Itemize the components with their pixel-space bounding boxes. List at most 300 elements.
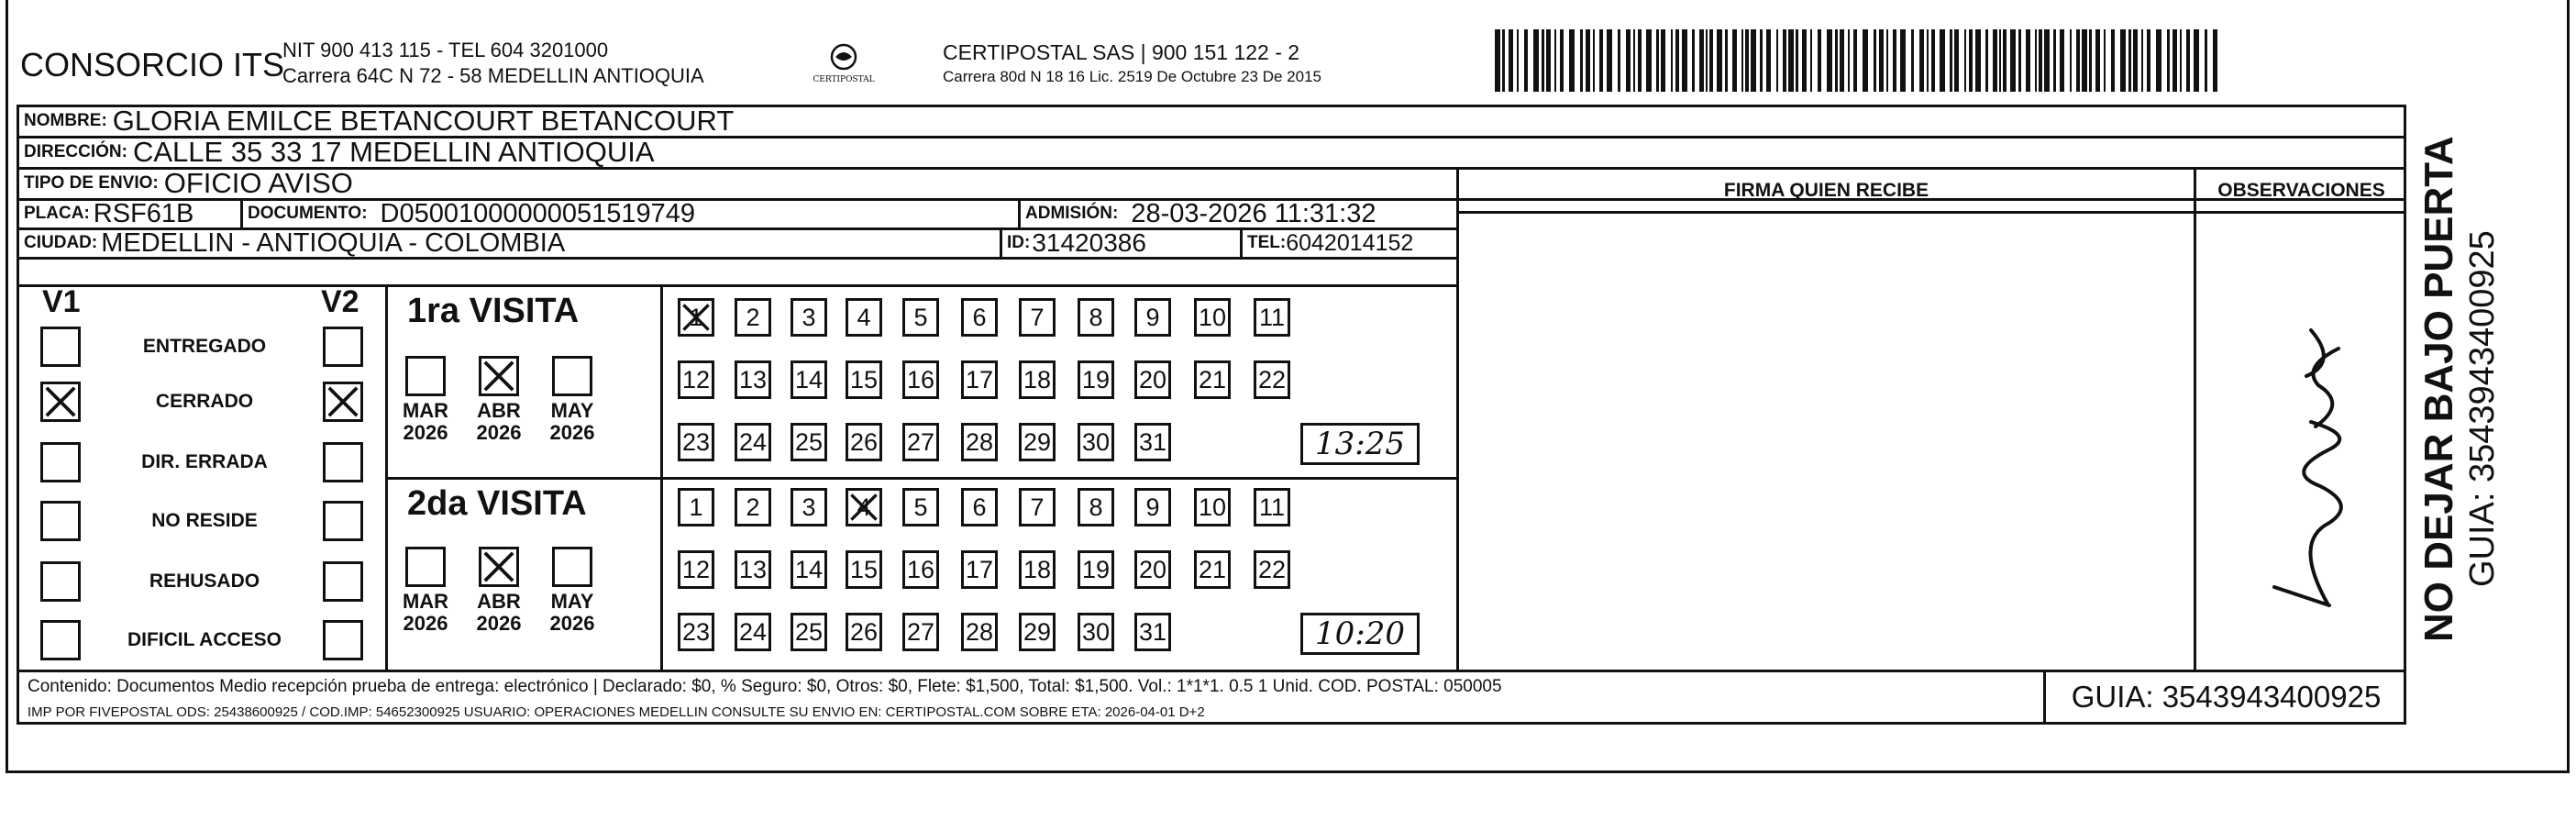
- barcode-bar: [1699, 29, 1704, 92]
- month-checkbox[interactable]: [405, 356, 446, 396]
- barcode-bar: [1950, 29, 1952, 92]
- day-box[interactable]: [1194, 550, 1231, 589]
- day-label: 12: [681, 555, 711, 583]
- day-label: 26: [849, 427, 879, 456]
- day-label: 14: [794, 555, 824, 583]
- day-box[interactable]: [735, 488, 771, 526]
- barcode-bar: [2167, 29, 2170, 92]
- barcode-bar: [2128, 29, 2131, 92]
- day-label: 12: [681, 365, 711, 393]
- day-box[interactable]: [846, 550, 882, 589]
- day-label: 19: [1081, 555, 1111, 583]
- company-address: Carrera 64C N 72 - 58 MEDELLIN ANTIOQUIA: [282, 64, 704, 87]
- day-box[interactable]: [678, 613, 714, 651]
- visit2-time: [1300, 613, 1420, 655]
- barcode-bar: [1745, 29, 1749, 92]
- day-box[interactable]: [902, 298, 939, 337]
- day-box[interactable]: [678, 360, 714, 399]
- month-label: ABR 2026: [476, 399, 522, 444]
- x-mark-icon: [680, 301, 712, 334]
- visit2-time-text: 10:20: [1315, 615, 1405, 652]
- barcode-bar: [1638, 29, 1642, 92]
- day-box[interactable]: [1019, 488, 1056, 526]
- day-label: 13: [738, 555, 768, 583]
- x-mark-icon: [848, 491, 879, 524]
- day-box[interactable]: [678, 488, 714, 526]
- id-cell: [1007, 229, 1146, 257]
- barcode-bar: [2044, 29, 2050, 92]
- day-label: 8: [1089, 493, 1103, 521]
- tipo-value: OFICIO AVISO: [163, 167, 353, 199]
- day-box[interactable]: [1194, 488, 1231, 526]
- barcode-bar: [1502, 29, 1505, 92]
- day-box[interactable]: [735, 360, 771, 399]
- day-box[interactable]: [846, 423, 882, 461]
- day-label: 31: [1138, 427, 1167, 456]
- day-box[interactable]: [1019, 550, 1056, 589]
- visit1-title: 1ra VISITA: [407, 292, 580, 330]
- tel-label: TEL:: [1247, 233, 1287, 252]
- barcode-bar: [1692, 29, 1695, 92]
- placa-value: RSF61B: [93, 198, 194, 228]
- visit1-time: [1300, 423, 1420, 465]
- day-box[interactable]: [1019, 360, 1056, 399]
- day-label: 13: [738, 365, 768, 393]
- day-box[interactable]: [961, 423, 998, 461]
- v2-checkbox[interactable]: [323, 327, 363, 367]
- day-label: 7: [1030, 493, 1045, 521]
- observaciones-header: OBSERVACIONES: [2217, 180, 2385, 201]
- day-label: 27: [906, 427, 935, 456]
- barcode-bar: [1509, 29, 1513, 92]
- barcode-bar: [2147, 29, 2150, 92]
- status-label: CERRADO: [155, 391, 254, 412]
- x-mark-icon: [326, 384, 360, 419]
- day-box[interactable]: [902, 613, 939, 651]
- barcode-bar: [1879, 29, 1884, 92]
- barcode-bar: [1751, 29, 1756, 92]
- day-box[interactable]: [735, 423, 771, 461]
- day-box[interactable]: [1134, 423, 1171, 461]
- barcode-bar: [2186, 29, 2190, 92]
- admision-cell: [1025, 200, 1376, 227]
- status-label: DIR. ERRADA: [141, 451, 268, 472]
- day-label: 8: [1089, 303, 1103, 331]
- admision-value: 28-03-2026 11:31:32: [1131, 198, 1376, 228]
- barcode-bar: [1495, 29, 1500, 92]
- day-box[interactable]: [790, 488, 827, 526]
- documento-cell: [248, 200, 695, 227]
- footer-contenido: Contenido: Documentos Medio recepción prueba de entrega: electrónico | Declarado: $0, % Seguro: $0, Otros: $0, Flete: $1,500, Total: $1,500. Vol.: 1*1*1. 0.5 1 Unid. COD. POSTAL: 050005: [28, 677, 1502, 696]
- day-label: 30: [1081, 617, 1111, 646]
- day-label: 6: [972, 493, 987, 521]
- barcode-bar: [1656, 29, 1659, 92]
- v1-checkbox[interactable]: [40, 501, 81, 541]
- day-box[interactable]: [961, 613, 998, 651]
- day-box[interactable]: [790, 360, 827, 399]
- day-label: 30: [1081, 427, 1111, 456]
- barcode-bar: [2082, 29, 2087, 92]
- day-label: 28: [965, 427, 994, 456]
- day-box[interactable]: [1019, 613, 1056, 651]
- day-label: 24: [738, 617, 768, 646]
- barcode-bar: [1607, 29, 1612, 92]
- day-label: 20: [1138, 555, 1167, 583]
- day-box[interactable]: [1134, 550, 1171, 589]
- id-label: ID:: [1007, 233, 1031, 252]
- visit1-time-text: 13:25: [1315, 426, 1405, 462]
- barcode-bar: [1964, 29, 1966, 92]
- day-label: 22: [1257, 555, 1287, 583]
- month-checkbox[interactable]: [552, 356, 592, 396]
- day-label: 11: [1258, 493, 1286, 521]
- barcode-bar: [2060, 29, 2064, 92]
- barcode-bar: [1827, 29, 1832, 92]
- barcode-bar: [1646, 29, 1652, 92]
- v2-checkbox[interactable]: [323, 501, 363, 541]
- month-label: MAY 2026: [549, 590, 595, 635]
- day-box[interactable]: [1078, 423, 1114, 461]
- v2-checkbox[interactable]: [323, 561, 363, 602]
- day-box[interactable]: [1194, 298, 1231, 337]
- barcode-bar: [2035, 29, 2037, 92]
- barcode-bar: [1874, 29, 1876, 92]
- v1-checkbox[interactable]: [40, 327, 81, 367]
- day-box[interactable]: [735, 550, 771, 589]
- day-label: 2: [746, 303, 760, 331]
- day-label: 26: [849, 617, 879, 646]
- status-label: ENTREGADO: [142, 336, 267, 357]
- day-label: 31: [1138, 617, 1167, 646]
- day-label: 4: [857, 493, 871, 521]
- barcode-bar: [1796, 29, 1798, 92]
- day-label: 16: [906, 555, 935, 583]
- day-label: 9: [1145, 493, 1160, 521]
- day-box[interactable]: [846, 488, 882, 526]
- month-label: MAR 2026: [402, 399, 449, 444]
- barcode-bar: [2039, 29, 2042, 92]
- footer-guia: GUIA: 3543943400925: [2071, 680, 2382, 714]
- day-label: 5: [913, 303, 928, 331]
- barcode-bar: [1940, 29, 1945, 92]
- direccion-value: CALLE 35 33 17 MEDELLIN ANTIOQUIA: [132, 136, 655, 168]
- v1-header: V1: [42, 284, 81, 319]
- admision-label: ADMISIÓN:: [1025, 204, 1119, 223]
- v2-checkbox[interactable]: [323, 382, 363, 422]
- barcode-bar: [1626, 29, 1631, 92]
- barcode-bar: [1999, 29, 2001, 92]
- barcode-bar: [2213, 29, 2217, 92]
- day-box[interactable]: [961, 360, 998, 399]
- day-box[interactable]: [1134, 613, 1171, 651]
- x-mark-icon: [43, 384, 78, 419]
- nombre-row: [24, 106, 734, 136]
- day-box[interactable]: [961, 298, 998, 337]
- barcode-bar: [1835, 29, 1838, 92]
- status-label: NO RESIDE: [151, 510, 258, 531]
- day-box[interactable]: [961, 488, 998, 526]
- day-box[interactable]: [902, 550, 939, 589]
- barcode-bar: [1661, 29, 1665, 92]
- v2-header: V2: [321, 284, 359, 319]
- logo-text: CERTIPOSTAL: [813, 75, 875, 84]
- day-label: 1: [689, 303, 703, 331]
- day-label: 15: [849, 365, 879, 393]
- day-label: 10: [1198, 303, 1227, 331]
- ciudad-value: MEDELLIN - ANTIOQUIA - COLOMBIA: [101, 227, 566, 258]
- status-label: REHUSADO: [149, 571, 260, 592]
- day-box[interactable]: [1254, 360, 1290, 399]
- nombre-label: NOMBRE:: [24, 111, 107, 130]
- barcode-bar: [1919, 29, 1924, 92]
- day-label: 23: [681, 427, 711, 456]
- ciudad-label: CIUDAD:: [24, 233, 98, 252]
- day-label: 21: [1198, 555, 1227, 583]
- barcode-bar: [2018, 29, 2021, 92]
- direccion-row: [24, 138, 655, 167]
- day-box[interactable]: [790, 613, 827, 651]
- barcode-bar: [2053, 29, 2056, 92]
- barcode-bar: [1893, 29, 1896, 92]
- day-label: 20: [1138, 365, 1167, 393]
- page-border: [6, 770, 2570, 773]
- v1-checkbox[interactable]: [40, 561, 81, 602]
- day-label: 17: [965, 365, 994, 393]
- day-box[interactable]: [1019, 298, 1056, 337]
- documento-value: D05001000000051519749: [380, 198, 696, 228]
- day-label: 10: [1198, 493, 1227, 521]
- barcode-bar: [2010, 29, 2016, 92]
- day-box[interactable]: [678, 423, 714, 461]
- barcode-bar: [1848, 29, 1850, 92]
- barcode-bar: [1554, 29, 1556, 92]
- barcode-bar: [2111, 29, 2115, 92]
- day-box[interactable]: [1194, 360, 1231, 399]
- day-label: 25: [794, 617, 824, 646]
- v1-checkbox[interactable]: [40, 442, 81, 482]
- day-label: 4: [857, 303, 871, 331]
- side-no-dejar: NO DEJAR BAJO PUERTA: [2416, 136, 2461, 642]
- day-box[interactable]: [790, 550, 827, 589]
- handwritten-signature: [2219, 312, 2375, 615]
- barcode-bar: [1927, 29, 1929, 92]
- barcode-bar: [1776, 29, 1778, 92]
- day-box[interactable]: [961, 550, 998, 589]
- barcode-bar: [1732, 29, 1737, 92]
- barcode-bar: [1709, 29, 1713, 92]
- day-label: 1: [689, 493, 703, 521]
- barcode-bar: [1969, 29, 1973, 92]
- day-label: 27: [906, 617, 935, 646]
- day-label: 21: [1198, 365, 1227, 393]
- day-label: 22: [1257, 365, 1287, 393]
- placa-label: PLACA:: [24, 204, 90, 223]
- day-box[interactable]: [902, 423, 939, 461]
- tel-cell: [1247, 229, 1413, 257]
- day-label: 29: [1023, 617, 1052, 646]
- barcode-bar: [2120, 29, 2126, 92]
- barcode-bar: [2003, 29, 2007, 92]
- day-box[interactable]: [735, 298, 771, 337]
- day-box[interactable]: [1078, 298, 1114, 337]
- barcode-bar: [1671, 29, 1673, 92]
- barcode-bar: [1931, 29, 1935, 92]
- day-box[interactable]: [1078, 488, 1114, 526]
- day-box[interactable]: [1134, 488, 1171, 526]
- day-box[interactable]: [790, 298, 827, 337]
- day-label: 23: [681, 617, 711, 646]
- barcode-bar: [1840, 29, 1844, 92]
- barcode-bar: [1542, 29, 1544, 92]
- barcode-bar: [1717, 29, 1722, 92]
- barcode-bar: [1524, 29, 1528, 92]
- day-label: 16: [906, 365, 935, 393]
- barcode-bar: [2076, 29, 2080, 92]
- day-label: 9: [1145, 303, 1160, 331]
- barcode-bar: [1633, 29, 1635, 92]
- status-label: DIFICIL ACCESO: [127, 629, 282, 650]
- day-box[interactable]: [846, 613, 882, 651]
- day-label: 17: [965, 555, 994, 583]
- barcode-bar: [2133, 29, 2138, 92]
- day-label: 18: [1023, 365, 1052, 393]
- day-box[interactable]: [1254, 550, 1290, 589]
- footer-imp: IMP POR FIVEPOSTAL ODS: 25438600925 / COD.IMP: 54652300925 USUARIO: OPERACIONES MEDELLIN CONSULTE SU ENVIO EN: CERTIPOSTAL.COM SOBRE ETA: 2026-04-01 D+2: [28, 704, 1205, 720]
- month-checkbox[interactable]: [479, 356, 519, 396]
- day-box[interactable]: [1078, 613, 1114, 651]
- day-box[interactable]: [735, 613, 771, 651]
- day-label: 6: [972, 303, 987, 331]
- day-box[interactable]: [678, 298, 714, 337]
- day-label: 28: [965, 617, 994, 646]
- barcode-bar: [2070, 29, 2072, 92]
- day-box[interactable]: [1019, 423, 1056, 461]
- courier-name: CERTIPOSTAL SAS | 900 151 122 - 2: [943, 40, 1300, 64]
- day-box[interactable]: [846, 360, 882, 399]
- day-label: 2: [746, 493, 760, 521]
- day-box[interactable]: [1078, 550, 1114, 589]
- barcode-bar: [1783, 29, 1786, 92]
- barcode-bar: [1766, 29, 1771, 92]
- day-box[interactable]: [1254, 298, 1290, 337]
- barcode-bar: [1569, 29, 1575, 92]
- id-value: 31420386: [1032, 228, 1146, 257]
- barcode-bar: [1900, 29, 1906, 92]
- firma-header: FIRMA QUIEN RECIBE: [1723, 180, 1929, 201]
- barcode-bar: [2172, 29, 2177, 92]
- day-label: 18: [1023, 555, 1052, 583]
- day-label: 3: [802, 493, 816, 521]
- barcode-bar: [1810, 29, 1812, 92]
- barcode-bar: [2141, 29, 2143, 92]
- day-label: 25: [794, 427, 824, 456]
- barcode-bar: [1560, 29, 1564, 92]
- day-label: 3: [802, 303, 816, 331]
- barcode-bar: [1818, 29, 1821, 92]
- day-box[interactable]: [790, 423, 827, 461]
- month-checkbox[interactable]: [552, 547, 592, 587]
- barcode-bar: [1586, 29, 1590, 92]
- ciudad-cell: [24, 229, 565, 257]
- barcode-bar: [2205, 29, 2207, 92]
- barcode-bar: [1580, 29, 1583, 92]
- barcode-bar: [1788, 29, 1794, 92]
- barcode-bar: [1993, 29, 1997, 92]
- tipo-row: [24, 169, 353, 198]
- placa-cell: [24, 200, 193, 227]
- barcode-bar: [1725, 29, 1728, 92]
- barcode-bar: [1706, 29, 1708, 92]
- barcode-bar: [1533, 29, 1539, 92]
- month-checkbox[interactable]: [405, 547, 446, 587]
- barcode-bar: [1517, 29, 1519, 92]
- barcode-bar: [1911, 29, 1914, 92]
- day-box[interactable]: [1254, 488, 1290, 526]
- barcode-bar: [1618, 29, 1620, 92]
- day-box[interactable]: [1134, 360, 1171, 399]
- barcode-bar: [2156, 29, 2161, 92]
- tel-value: 6042014152: [1286, 229, 1414, 256]
- barcode-bar: [2194, 29, 2199, 92]
- day-label: 5: [913, 493, 928, 521]
- barcode-bar: [2089, 29, 2092, 92]
- certipostal-logo: [807, 39, 880, 94]
- barcode-bar: [1863, 29, 1868, 92]
- barcode-bar: [2104, 29, 2106, 92]
- day-box[interactable]: [1078, 360, 1114, 399]
- barcode-bar: [1599, 29, 1603, 92]
- day-box[interactable]: [846, 298, 882, 337]
- barcode-bar: [1853, 29, 1857, 92]
- barcode-bar: [1682, 29, 1687, 92]
- barcode-bar: [1675, 29, 1679, 92]
- barcode-bar: [1546, 29, 1551, 92]
- v1-checkbox[interactable]: [40, 382, 81, 422]
- nombre-value: GLORIA EMILCE BETANCOURT BETANCOURT: [112, 105, 735, 137]
- barcode-bar: [1975, 29, 1981, 92]
- month-label: ABR 2026: [476, 590, 522, 635]
- barcode: [1495, 29, 2224, 92]
- company-nit: NIT 900 413 115 - TEL 604 3201000: [282, 39, 609, 61]
- barcode-bar: [1593, 29, 1595, 92]
- day-label: 11: [1258, 303, 1286, 331]
- day-box[interactable]: [678, 550, 714, 589]
- month-checkbox[interactable]: [479, 547, 519, 587]
- v2-checkbox[interactable]: [323, 620, 363, 660]
- barcode-bar: [2095, 29, 2100, 92]
- barcode-bar: [1985, 29, 1988, 92]
- v2-checkbox[interactable]: [323, 442, 363, 482]
- x-mark-icon: [481, 549, 516, 584]
- documento-label: DOCUMENTO:: [248, 204, 368, 223]
- day-box[interactable]: [902, 360, 939, 399]
- visit2-title: 2da VISITA: [407, 484, 587, 523]
- barcode-bar: [1954, 29, 1959, 92]
- day-label: 19: [1081, 365, 1111, 393]
- barcode-bar: [2026, 29, 2030, 92]
- company-name: CONSORCIO ITS: [20, 46, 285, 83]
- day-label: 14: [794, 365, 824, 393]
- barcode-bar: [1802, 29, 1807, 92]
- courier-address: Carrera 80d N 18 16 Lic. 2519 De Octubre 23 De 2015: [943, 68, 1321, 85]
- tipo-label: TIPO DE ENVIO:: [24, 173, 159, 193]
- day-label: 15: [849, 555, 879, 583]
- day-box[interactable]: [1134, 298, 1171, 337]
- direccion-label: DIRECCIÓN:: [24, 142, 127, 161]
- v1-checkbox[interactable]: [40, 620, 81, 660]
- barcode-bar: [1886, 29, 1888, 92]
- day-box[interactable]: [902, 488, 939, 526]
